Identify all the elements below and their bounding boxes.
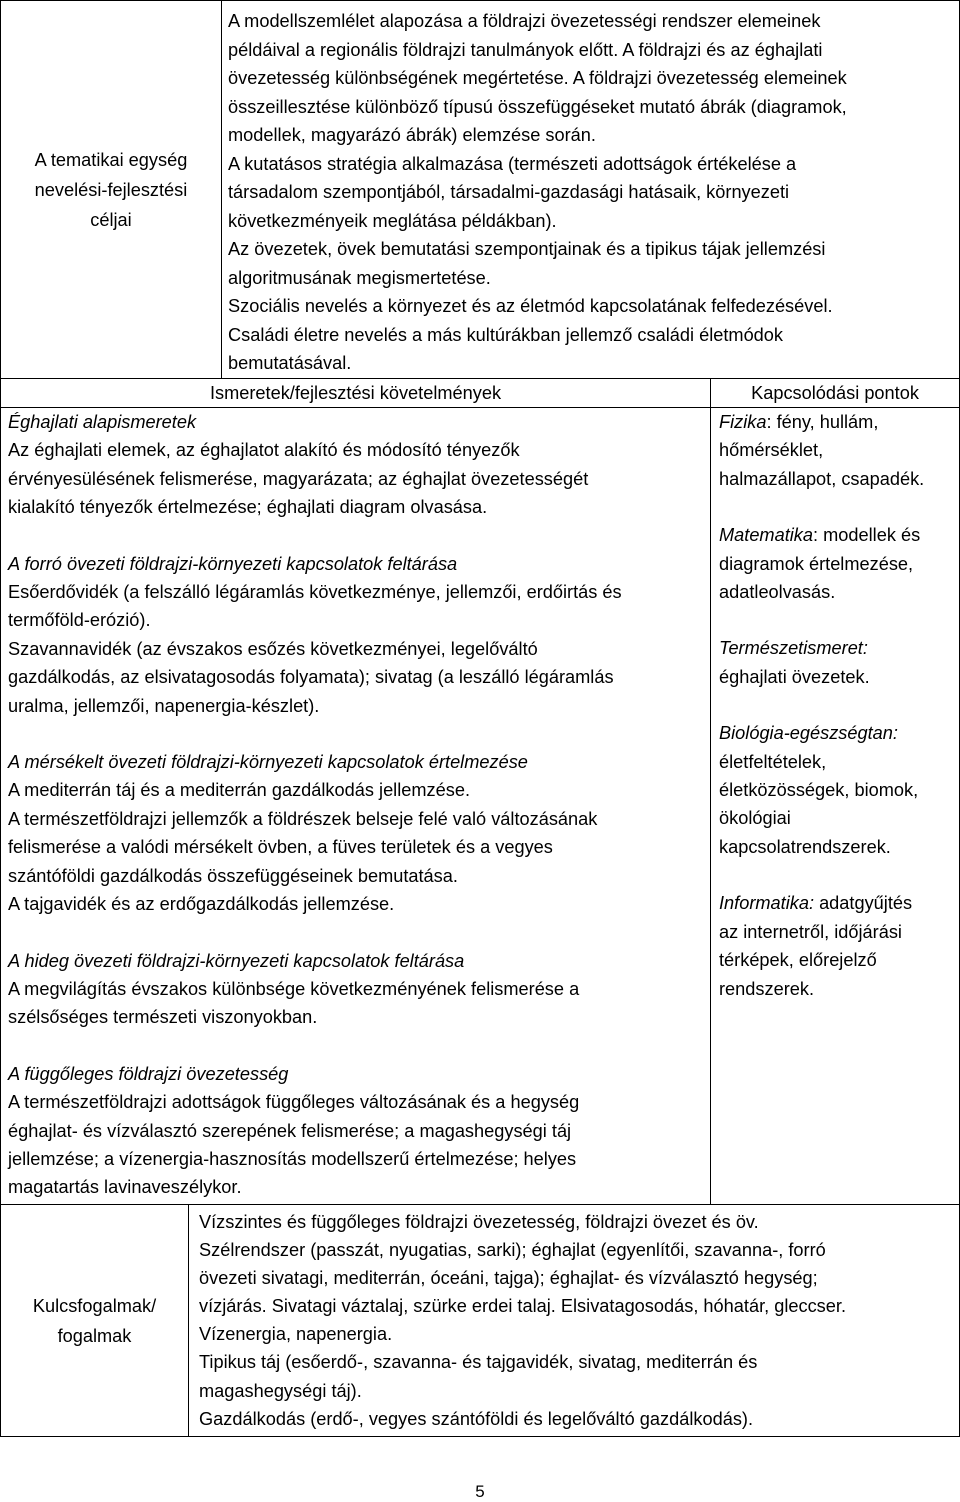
keyconcepts-line: vízjárás. Sivatagi váztalaj, szürke erdei talaj. Elsivatagosodás, hóhatár, gleccser.	[199, 1296, 846, 1317]
requirements-text	[8, 408, 706, 1202]
connection-subject: Matematika	[719, 525, 814, 546]
connection-line: az internetről, időjárási	[719, 921, 902, 942]
connection-subject: Informatika:	[719, 893, 815, 914]
connection-line	[719, 889, 957, 917]
connection-text: : modellek és	[813, 525, 921, 546]
block-title: A mérsékelt övezeti földrajzi-környezeti kapcsolatok értelmezése	[8, 752, 528, 773]
block-line: éghajlat- és vízválasztó szerepének felismerése; a magashegységi táj	[8, 1120, 572, 1141]
keyconcepts-line: Tipikus táj (esőerdő-, szavanna- és tajgavidék, sivatag, mediterrán és	[199, 1352, 758, 1373]
block-line: A mediterrán táj és a mediterrán gazdálkodás jellemzése.	[8, 780, 470, 801]
connection-line: hőmérséklet,	[719, 440, 824, 461]
keyconcepts-content-cell	[188, 1204, 960, 1437]
connections-header: Kapcsolódási pontok	[751, 383, 919, 403]
block-line: A természetföldrajzi jellemzők a földrészek belseje felé való változásának	[8, 808, 598, 829]
block-line: Szavannavidék (az évszakos esőzés következményei, legelőváltó	[8, 638, 538, 659]
block-line: felismerése a valódi mérsékelt övben, a füves területek és a vegyes	[8, 837, 553, 858]
aims-label-cell	[0, 0, 222, 379]
keyconcepts-line: Szélrendszer (passzát, nyugatias, sarki); éghajlat (egyenlítői, szavanna-, forró	[199, 1240, 826, 1261]
connection-line: éghajlati övezetek.	[719, 666, 870, 687]
aims-line: társadalom szempontjából, társadalmi-gazdasági hatásaik, környezeti	[228, 182, 790, 202]
aims-line: Az övezetek, övek bemutatási szempontjainak és a tipikus tájak jellemzési	[228, 239, 826, 259]
block-line: érvényesülésének felismerése, magyarázata; az éghajlat övezetességét	[8, 468, 589, 489]
connection-subject: Természetismeret:	[719, 638, 868, 659]
block-line: jellemzése; a vízenergia-hasznosítás modellszerű értelmezése; helyes	[8, 1148, 577, 1169]
connection-line: ökológiai	[719, 808, 791, 829]
connection-subject: Fizika	[719, 412, 767, 432]
aims-line: Családi életre nevelés a más kultúrákban jellemző családi életmódok	[228, 324, 784, 345]
block-line: kialakító tényezők értelmezése; éghajlati diagram olvasása.	[8, 497, 488, 518]
aims-line: bemutatásával.	[228, 353, 352, 373]
connection-line: adatleolvasás.	[719, 582, 836, 603]
aims-line: modellek, magyarázó ábrák) elemzése során.	[228, 125, 596, 145]
keyconcepts-line: övezeti sivatagi, mediterrán, óceáni, tajga); éghajlat- és vízválasztó hegység;	[199, 1268, 818, 1289]
requirements-header-cell	[0, 378, 711, 408]
block-line: gazdálkodás, az elsivatagosodás folyamata); sivatag (a leszálló légáramlás	[8, 667, 614, 688]
keyconcepts-text	[199, 1208, 957, 1433]
block-line: A tajgavidék és az erdőgazdálkodás jellemzése.	[8, 894, 395, 915]
keyconcepts-label: Kulcsfogalmak/ fogalmak	[32, 1295, 157, 1346]
connection-line: halmazállapot, csapadék.	[719, 468, 925, 489]
connection-line: rendszerek.	[719, 978, 815, 999]
connection-text: adatgyűjtés	[814, 893, 913, 914]
keyconcepts-line: Vízenergia, napenergia.	[199, 1324, 393, 1345]
aims-line: övezetesség különbségének megértetése. A földrajzi övezetesség elemeinek	[228, 68, 847, 88]
block-title: A forró övezeti földrajzi-környezeti kapcsolatok feltárása	[8, 553, 458, 574]
block-title: Éghajlati alapismeretek	[8, 412, 197, 432]
connection-line: térképek, előrejelző	[719, 950, 877, 971]
connection-text: : fény, hullám,	[766, 412, 879, 432]
block-line: magatartás lavinaveszélykor.	[8, 1177, 242, 1198]
block-line: szántóföldi gazdálkodás összefüggéseinek bemutatása.	[8, 865, 458, 886]
connection-line: diagramok értelmezése,	[719, 553, 914, 574]
aims-line: Szociális nevelés a környezet és az életmód kapcsolatának felfedezésével.	[228, 296, 833, 316]
aims-content-cell	[221, 0, 960, 379]
connections-text	[719, 408, 957, 1003]
keyconcepts-line: Vízszintes és függőleges földrajzi övezetesség, földrajzi övezet és öv.	[199, 1212, 759, 1232]
keyconcepts-label-cell	[0, 1204, 189, 1437]
aims-line: következményeik meglátása példákban).	[228, 210, 557, 231]
aims-line: példáival a regionális földrajzi tanulmányok előtt. A földrajzi és az éghajlati	[228, 39, 823, 60]
block-line: szélsőséges természeti viszonyokban.	[8, 1007, 318, 1028]
block-line: A természetföldrajzi adottságok függőleges változásának és a hegység	[8, 1092, 580, 1113]
connection-line	[719, 521, 957, 549]
aims-label: A tematikai egység nevelési-fejlesztési céljai	[34, 149, 188, 230]
aims-line: összeillesztése különböző típusú összefüggéseket mutató ábrák (diagramok,	[228, 96, 847, 117]
aims-line: A kutatásos stratégia alkalmazása (természeti adottságok értékelése a	[228, 153, 797, 174]
keyconcepts-line: Gazdálkodás (erdő-, vegyes szántóföldi és legelőváltó gazdálkodás).	[199, 1408, 754, 1429]
keyconcepts-line: magashegységi táj).	[199, 1380, 362, 1401]
block-line: A megvilágítás évszakos különbsége következményének felismerése a	[8, 978, 580, 999]
block-line: Esőerdővidék (a felszálló légáramlás következménye, jellemzői, erdőirtás és	[8, 582, 622, 603]
connection-subject: Biológia-egészségtan:	[719, 723, 898, 744]
connection-line: kapcsolatrendszerek.	[719, 836, 891, 857]
connection-line: életközösségek, biomok,	[719, 780, 919, 801]
requirements-header: Ismeretek/fejlesztési követelmények	[209, 383, 502, 403]
block-line: termőföld-erózió).	[8, 610, 151, 631]
block-line: uralma, jellemzői, napenergia-készlet).	[8, 695, 320, 716]
connections-content-cell	[710, 407, 960, 1205]
aims-line: A modellszemlélet alapozása a földrajzi övezetességi rendszer elemeinek	[228, 11, 821, 31]
aims-line: algoritmusának megismertetése.	[228, 267, 491, 288]
connection-line: életfeltételek,	[719, 751, 827, 772]
block-title: A hideg övezeti földrajzi-környezeti kapcsolatok feltárása	[8, 950, 465, 971]
block-line: Az éghajlati elemek, az éghajlatot alakító és módosító tényezők	[8, 440, 520, 461]
aims-text	[228, 7, 955, 378]
connection-line	[719, 408, 957, 436]
page-number: 5	[475, 1482, 485, 1501]
connections-header-cell	[710, 378, 960, 408]
requirements-content-cell	[0, 407, 711, 1205]
block-title: A függőleges földrajzi övezetesség	[8, 1063, 289, 1084]
